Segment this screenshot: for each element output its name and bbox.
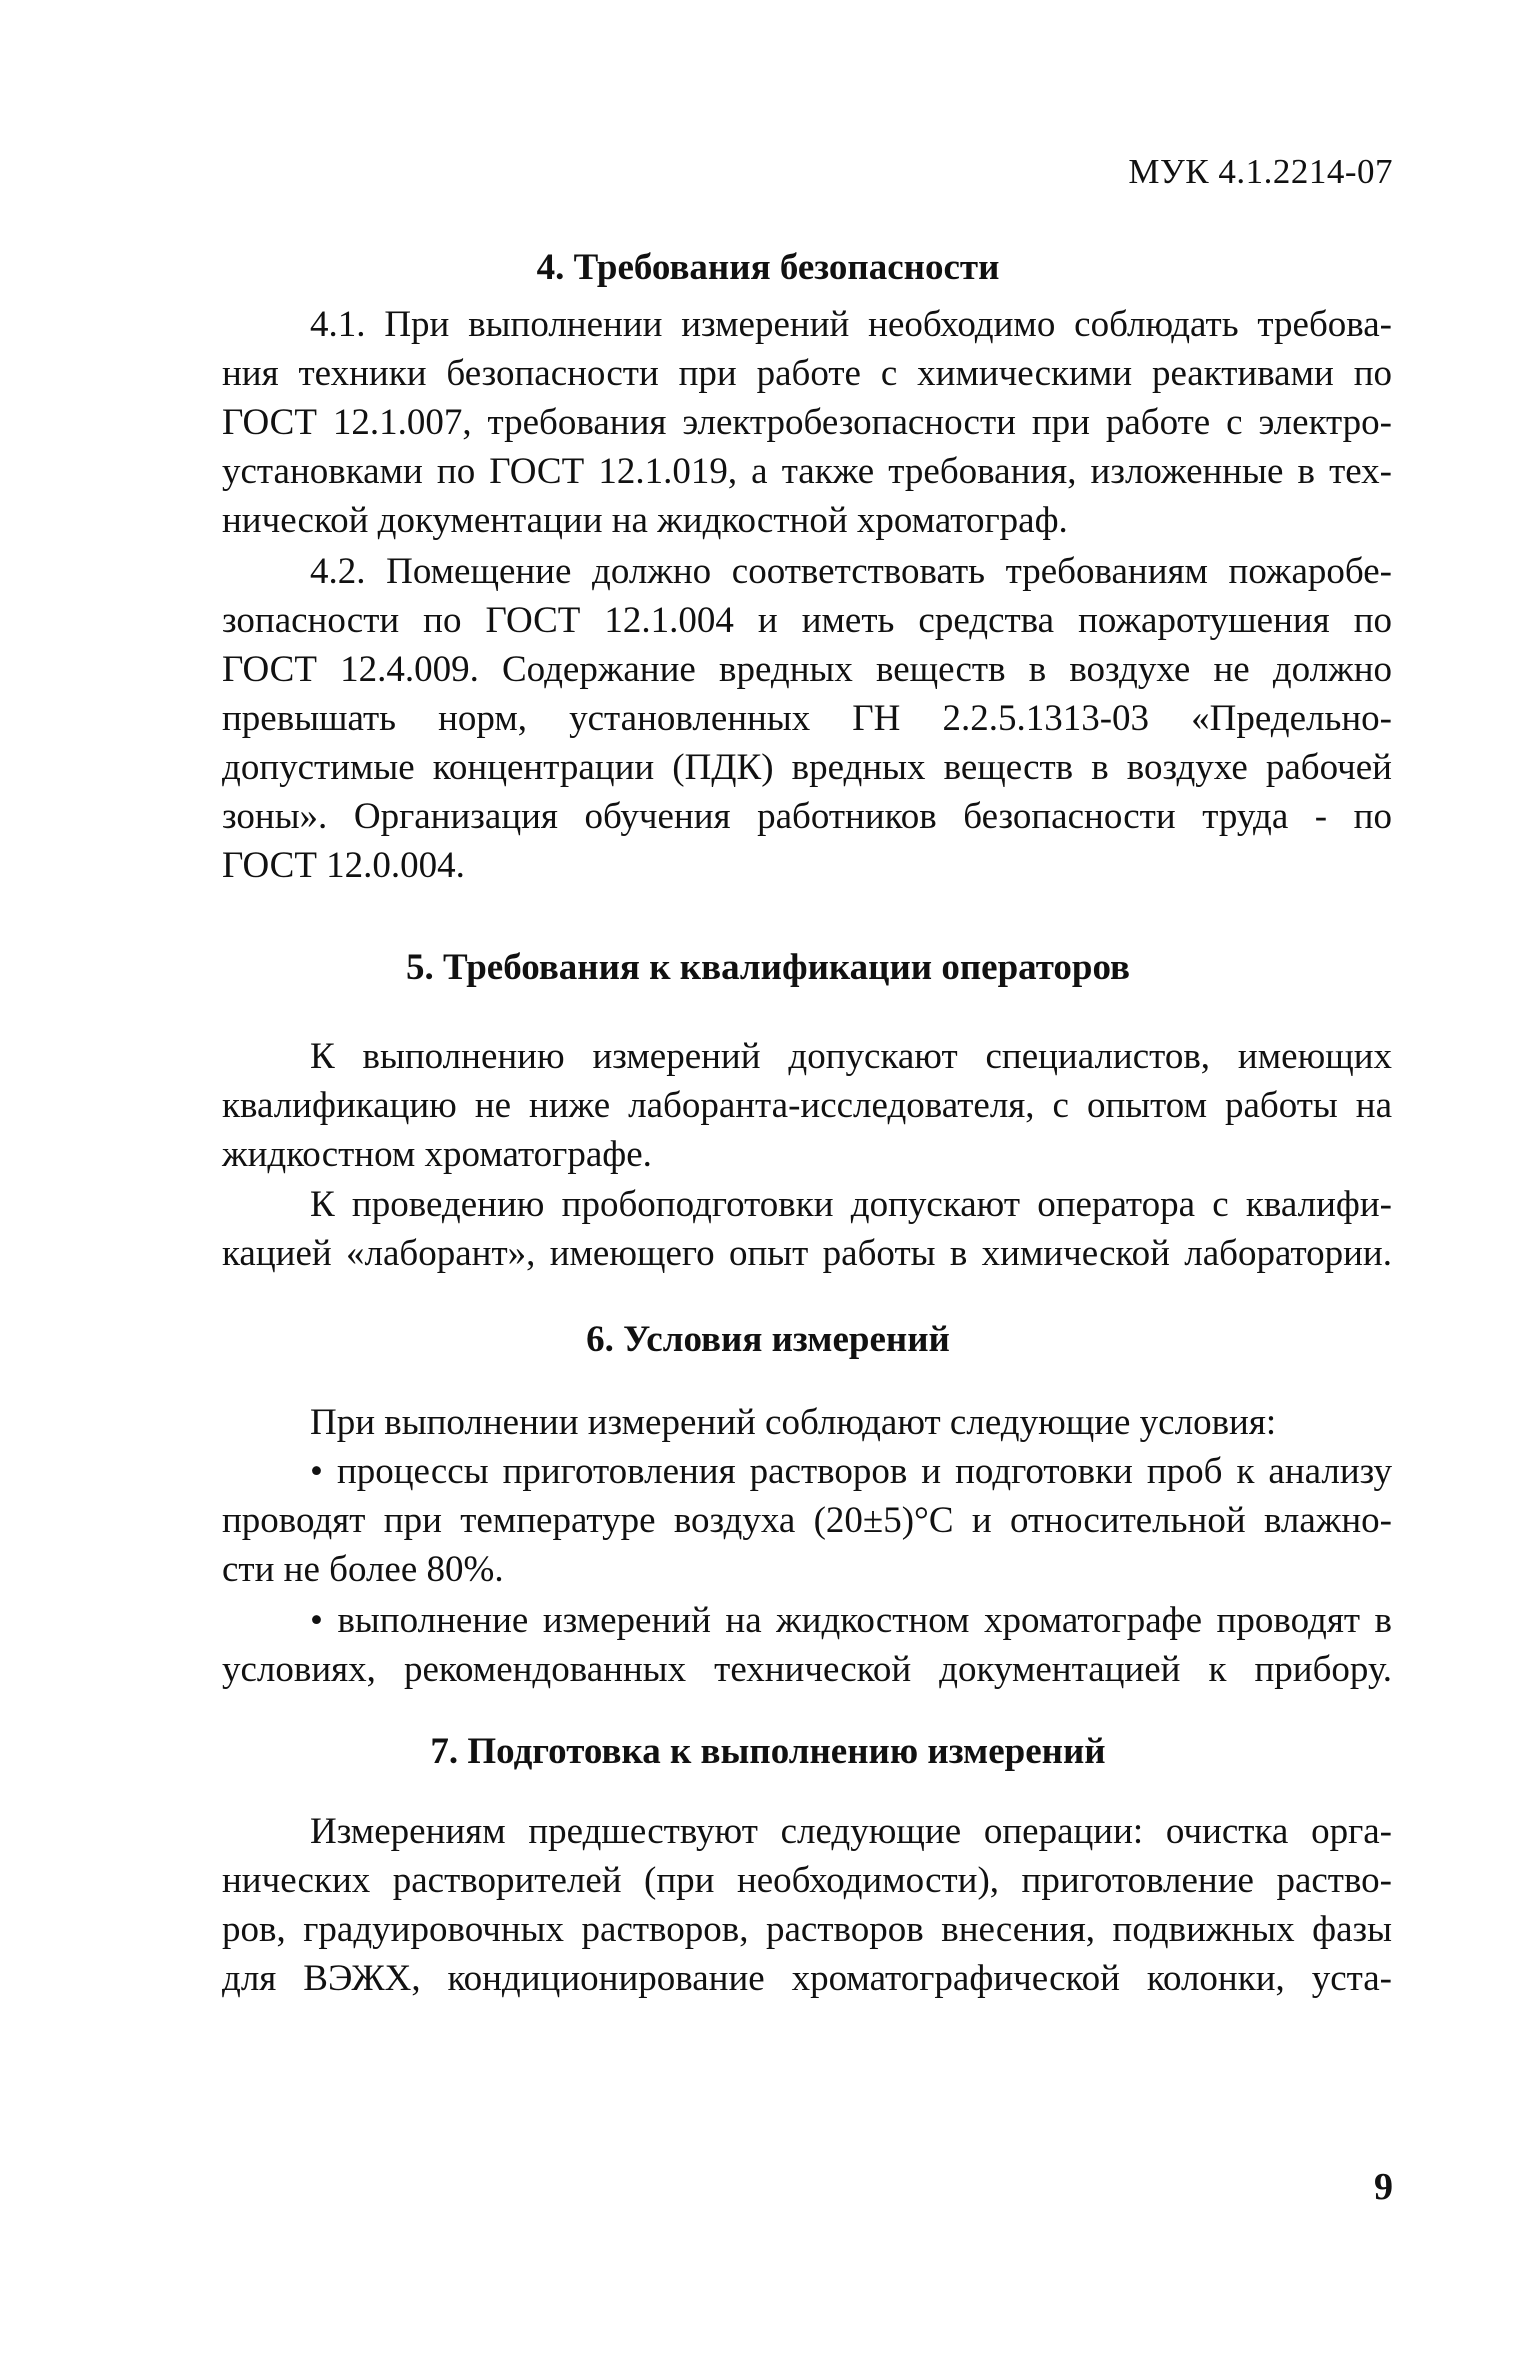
section-4-title: 4. Требования безопасности xyxy=(536,247,1000,288)
section-6-title: 6. Условия измерений xyxy=(586,1319,950,1360)
text-line: 4.1. При выполнении измерений необходимо соблюдать требова- xyxy=(310,304,1392,345)
section-7-paragraph-1 xyxy=(222,1807,1392,2003)
text-line: проводят при температуре воздуха (20±5)°С и относительной влажно- xyxy=(222,1500,1392,1541)
section-6-intro xyxy=(222,1398,1392,1447)
document-code: МУК 4.1.2214-07 xyxy=(1128,152,1393,191)
text-line: квалификацию не ниже лаборанта-исследователя, с опытом работы на xyxy=(222,1085,1392,1126)
text-line: нической документации на жидкостной хроматограф. xyxy=(222,500,1068,541)
text-line: допустимые концентрации (ПДК) вредных веществ в воздухе рабочей xyxy=(222,747,1392,788)
section-5-paragraph-2 xyxy=(222,1180,1392,1278)
text-line: ров, градуировочных растворов, растворов внесения, подвижных фазы xyxy=(222,1909,1392,1950)
text-line: ГОСТ 12.1.007, требования электробезопасности при работе с электро- xyxy=(222,402,1392,443)
text-line: При выполнении измерений соблюдают следующие условия: xyxy=(310,1402,1277,1443)
page-number: 9 xyxy=(1374,2166,1393,2208)
text-line: К проведению пробоподготовки допускают оператора с квалифи- xyxy=(310,1184,1392,1225)
text-line: 4.2. Помещение должно соответствовать требованиям пожаробе- xyxy=(310,551,1392,592)
text-line: для ВЭЖХ, кондиционирование хроматографической колонки, уста- xyxy=(222,1958,1392,1999)
section-5-paragraph-1 xyxy=(222,1032,1392,1179)
section-6-bullet-1 xyxy=(222,1447,1392,1594)
text-line: жидкостном хроматографе. xyxy=(222,1134,652,1175)
section-4-paragraph-1 xyxy=(222,300,1392,545)
text-line: сти не более 80%. xyxy=(222,1549,504,1590)
text-line: зопасности по ГОСТ 12.1.004 и иметь средства пожаротушения по xyxy=(222,600,1392,641)
text-line: ния техники безопасности при работе с химическими реактивами по xyxy=(222,353,1392,394)
text-line: условиях, рекомендованных технической документацией к прибору. xyxy=(222,1649,1392,1690)
text-line: • процессы приготовления растворов и подготовки проб к анализу xyxy=(310,1451,1392,1492)
text-line: превышать норм, установленных ГН 2.2.5.1313-03 «Предельно- xyxy=(222,698,1392,739)
section-6-bullet-2 xyxy=(222,1596,1392,1694)
text-line: нических растворителей (при необходимости), приготовление раство- xyxy=(222,1860,1392,1901)
text-line: ГОСТ 12.0.004. xyxy=(222,845,465,886)
text-line: кацией «лаборант», имеющего опыт работы в химической лаборатории. xyxy=(222,1233,1392,1274)
text-line: ГОСТ 12.4.009. Содержание вредных веществ в воздухе не должно xyxy=(222,649,1392,690)
text-line: Измерениям предшествуют следующие операции: очистка орга- xyxy=(310,1811,1392,1852)
section-4-paragraph-2 xyxy=(222,547,1392,890)
text-line: К выполнению измерений допускают специалистов, имеющих xyxy=(310,1036,1392,1077)
text-line: • выполнение измерений на жидкостном хроматографе проводят в xyxy=(310,1600,1392,1641)
text-line: зоны». Организация обучения работников безопасности труда - по xyxy=(222,796,1392,837)
section-5-title: 5. Требования к квалификации операторов xyxy=(405,947,1131,988)
section-7-title: 7. Подготовка к выполнению измерений xyxy=(430,1731,1106,1772)
text-line: установками по ГОСТ 12.1.019, а также требования, изложенные в тех- xyxy=(222,451,1392,492)
